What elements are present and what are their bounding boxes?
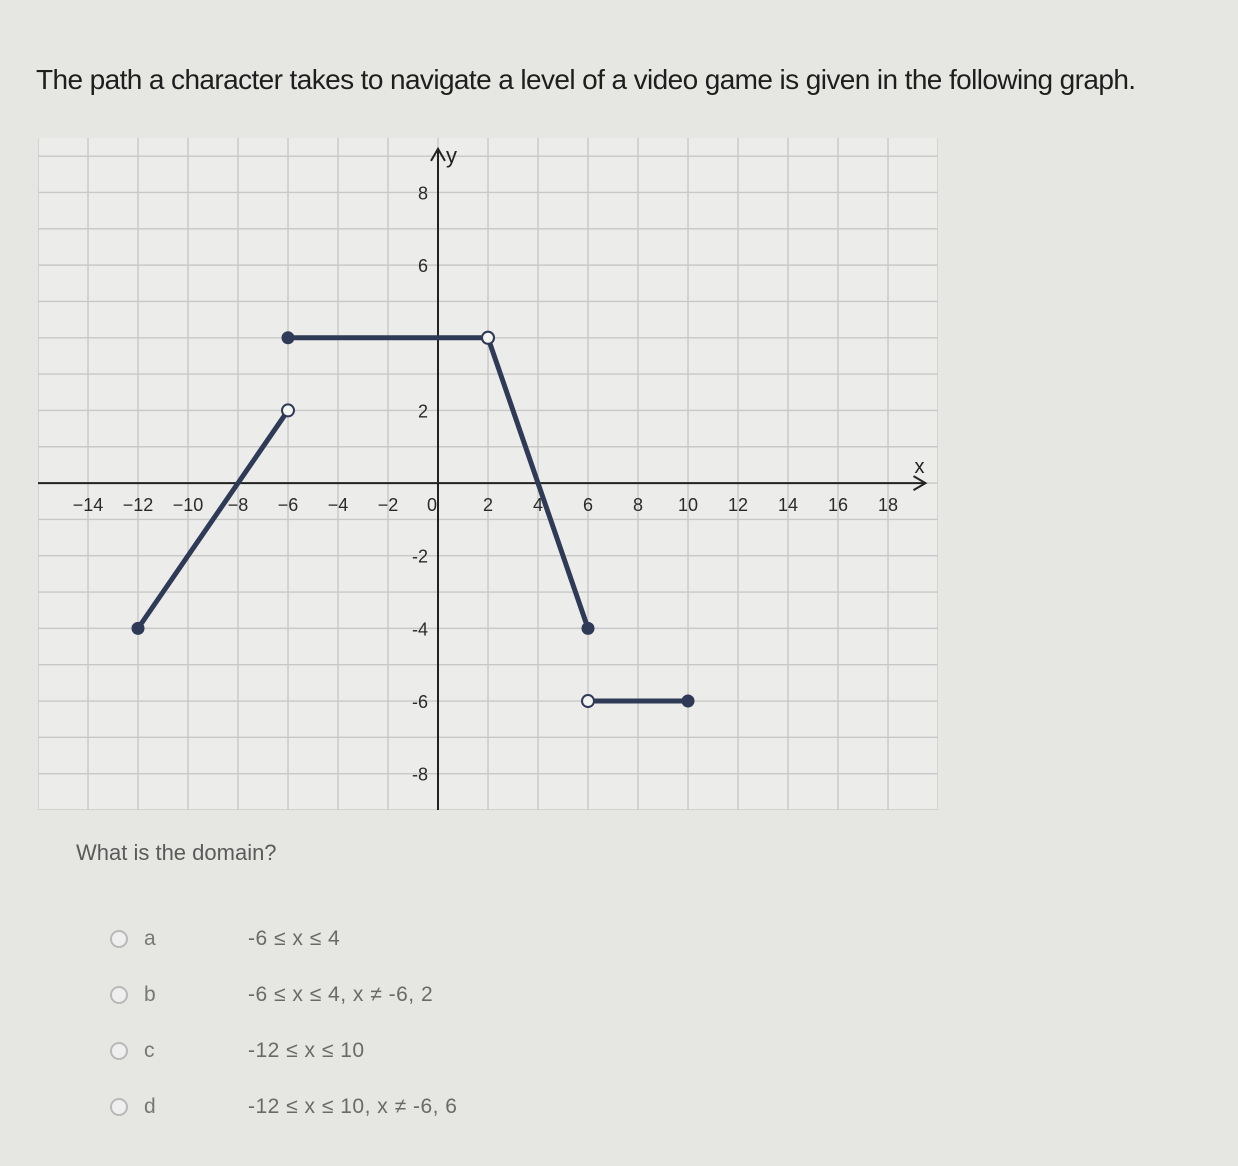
x-tick-label: 10 — [677, 495, 699, 516]
x-tick-label: −4 — [327, 495, 349, 516]
x-tick-label: 4 — [532, 495, 544, 516]
x-tick-label: 6 — [582, 495, 594, 516]
x-tick-label: −10 — [172, 495, 204, 516]
open-endpoint — [482, 332, 494, 344]
y-tick-label: 2 — [417, 401, 428, 422]
question-title: The path a character takes to navigate a level of a video game is given in the following graph. — [36, 64, 1136, 95]
y-tick-label: -2 — [411, 546, 428, 567]
open-endpoint — [582, 695, 594, 707]
choice-letter: d — [144, 1095, 156, 1118]
open-endpoint — [282, 404, 294, 416]
radio-button-a[interactable] — [110, 930, 128, 948]
answer-choice-c[interactable] — [110, 1036, 365, 1066]
x-tick-label: 12 — [727, 495, 749, 516]
coordinate-graph — [38, 138, 938, 810]
y-tick-label: -8 — [411, 764, 428, 785]
closed-endpoint — [582, 622, 594, 634]
x-tick-label: 0 — [426, 495, 438, 516]
answer-choice-a[interactable] — [110, 924, 340, 954]
choice-letter: b — [144, 983, 156, 1006]
x-tick-label: −12 — [122, 495, 154, 516]
x-tick-label: 8 — [632, 495, 644, 516]
x-axis-label: x — [914, 456, 925, 479]
x-tick-label: 16 — [827, 495, 849, 516]
choice-text: -12 ≤ x ≤ 10, x ≠ -6, 6 — [248, 1095, 458, 1118]
x-tick-label: 2 — [482, 495, 494, 516]
y-axis-label: y — [446, 142, 457, 168]
radio-button-b[interactable] — [110, 986, 128, 1004]
y-tick-label: 6 — [417, 256, 428, 277]
y-tick-label: 8 — [417, 183, 428, 204]
y-tick-label: -6 — [411, 692, 428, 713]
choice-letter: c — [144, 1039, 155, 1062]
choice-letter: a — [144, 927, 156, 950]
choice-text: -12 ≤ x ≤ 10 — [248, 1039, 365, 1062]
x-tick-label: 18 — [877, 495, 899, 516]
question-prompt: What is the domain? — [76, 840, 277, 865]
answer-choice-b[interactable] — [110, 980, 433, 1010]
choice-text: -6 ≤ x ≤ 4, x ≠ -6, 2 — [248, 983, 434, 1006]
x-tick-label: −6 — [277, 495, 299, 516]
radio-button-c[interactable] — [110, 1042, 128, 1060]
choice-text: -6 ≤ x ≤ 4 — [248, 927, 341, 950]
x-tick-label: −14 — [72, 495, 104, 516]
radio-button-d[interactable] — [110, 1098, 128, 1116]
x-tick-label: −8 — [227, 495, 249, 516]
x-tick-label: −2 — [377, 495, 399, 516]
x-tick-label: 14 — [777, 495, 799, 516]
closed-endpoint — [682, 695, 694, 707]
y-tick-label: -4 — [411, 619, 428, 640]
closed-endpoint — [132, 622, 144, 634]
answer-choice-d[interactable] — [110, 1092, 457, 1122]
closed-endpoint — [282, 332, 294, 344]
